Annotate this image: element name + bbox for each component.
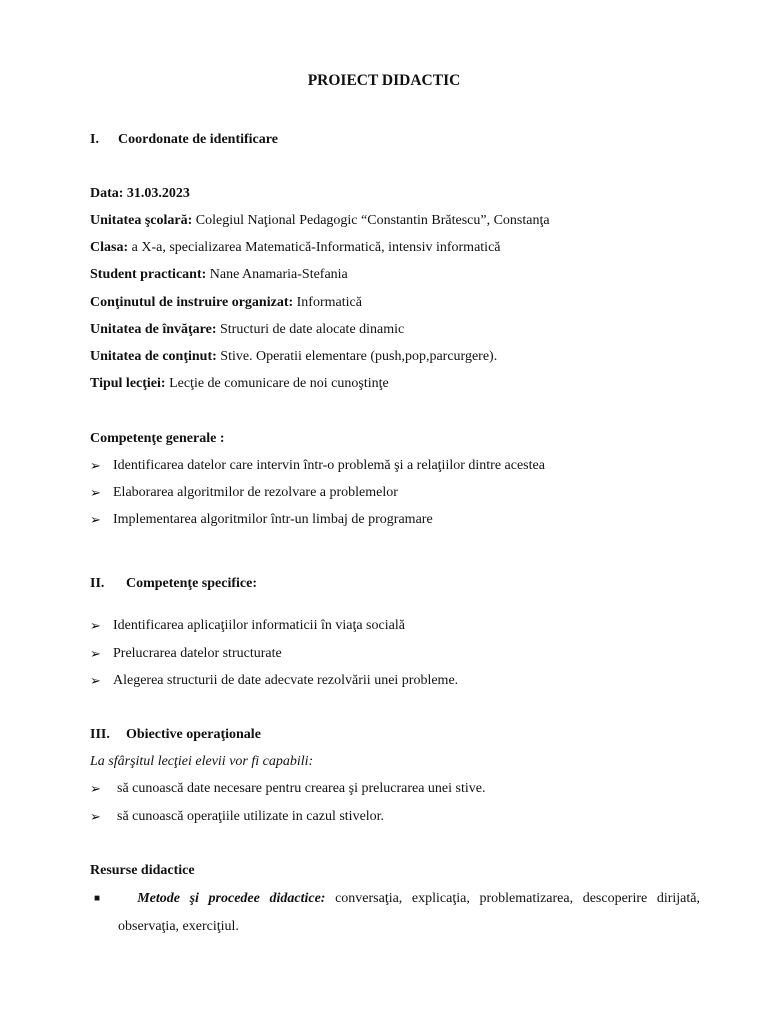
field-label: Clasa:	[90, 240, 129, 255]
list-item: să cunoască date necesare pentru crearea şi prelucrarea unei stive.	[117, 781, 486, 796]
field-value: Stive. Operatii elementare (push,pop,parcurgere).	[216, 349, 498, 364]
section-3-number: III.	[90, 727, 110, 742]
field-value: Nane Anamaria-Stefania	[206, 267, 348, 282]
arrow-bullet-icon: ➢	[90, 618, 101, 633]
field-value: Lecţie de comunicare de noi cunoştinţe	[165, 376, 389, 391]
field-label: Tipul lecţiei:	[90, 376, 166, 391]
arrow-bullet-icon: ➢	[90, 809, 101, 824]
objectives-intro: La sfârşitul lecţiei elevii vor fi capabili:	[90, 754, 314, 769]
arrow-bullet-icon: ➢	[90, 673, 101, 688]
list-item: să cunoască operaţiile utilizate in cazul stivelor.	[117, 809, 385, 824]
list-item: Alegerea structurii de date adecvate rezolvării unei probleme.	[113, 673, 459, 688]
resources-methods-text: conversaţia, explicaţia, problematizarea, descoperire dirijată, observaţia, exerciţiul.	[118, 891, 700, 934]
general-competences-heading: Competenţe generale :	[90, 431, 225, 446]
section-3-heading: Obiective operaţionale	[126, 727, 261, 742]
resources-heading: Resurse didactice	[90, 863, 195, 878]
list-item: Prelucrarea datelor structurate	[113, 646, 282, 661]
field-label: Conţinutul de instruire organizat:	[90, 295, 294, 310]
field-value: Informatică	[293, 295, 362, 310]
field-label: Unitatea şcolară:	[90, 213, 193, 228]
field-content-unit	[90, 348, 497, 366]
section-1-number: I.	[90, 132, 99, 147]
list-item: Implementarea algoritmilor într-un limbaj de programare	[113, 512, 433, 527]
arrow-bullet-icon: ➢	[90, 458, 101, 473]
square-bullet-icon: ■	[94, 893, 101, 904]
resources-methods-label: Metode şi procedee didactice:	[137, 891, 326, 906]
section-1-heading: Coordonate de identificare	[118, 132, 278, 147]
field-value: Structuri de date alocate dinamic	[216, 322, 405, 337]
field-value: Colegiul Naţional Pedagogic “Constantin Brătescu”, Constanţa	[192, 213, 550, 228]
arrow-bullet-icon: ➢	[90, 781, 101, 796]
field-content	[90, 294, 362, 312]
section-2-number: II.	[90, 576, 105, 591]
field-value: a X-a, specializarea Matematică-Informatică, intensiv informatică	[128, 240, 501, 255]
field-class	[90, 239, 501, 257]
field-label: Unitatea de conţinut:	[90, 349, 217, 364]
section-2-heading: Competenţe specifice:	[126, 576, 258, 591]
field-learning-unit	[90, 321, 404, 339]
field-lesson-type	[90, 375, 389, 393]
field-label: Student practicant:	[90, 267, 207, 282]
list-item: Identificarea datelor care intervin într-o problemă şi a relaţiilor dintre acestea	[113, 458, 545, 473]
list-item: Identificarea aplicaţiilor informaticii în viaţa socială	[113, 618, 405, 633]
arrow-bullet-icon: ➢	[90, 512, 101, 527]
resources-methods-paragraph	[118, 885, 700, 941]
arrow-bullet-icon: ➢	[90, 646, 101, 661]
field-school	[90, 212, 550, 230]
document-title: PROIECT DIDACTIC	[307, 72, 461, 89]
field-student	[90, 266, 348, 284]
field-label: Data: 31.03.2023	[90, 186, 190, 201]
field-label: Unitatea de învăţare:	[90, 322, 217, 337]
arrow-bullet-icon: ➢	[90, 485, 101, 500]
field-date	[90, 185, 190, 203]
list-item: Elaborarea algoritmilor de rezolvare a problemelor	[113, 485, 398, 500]
